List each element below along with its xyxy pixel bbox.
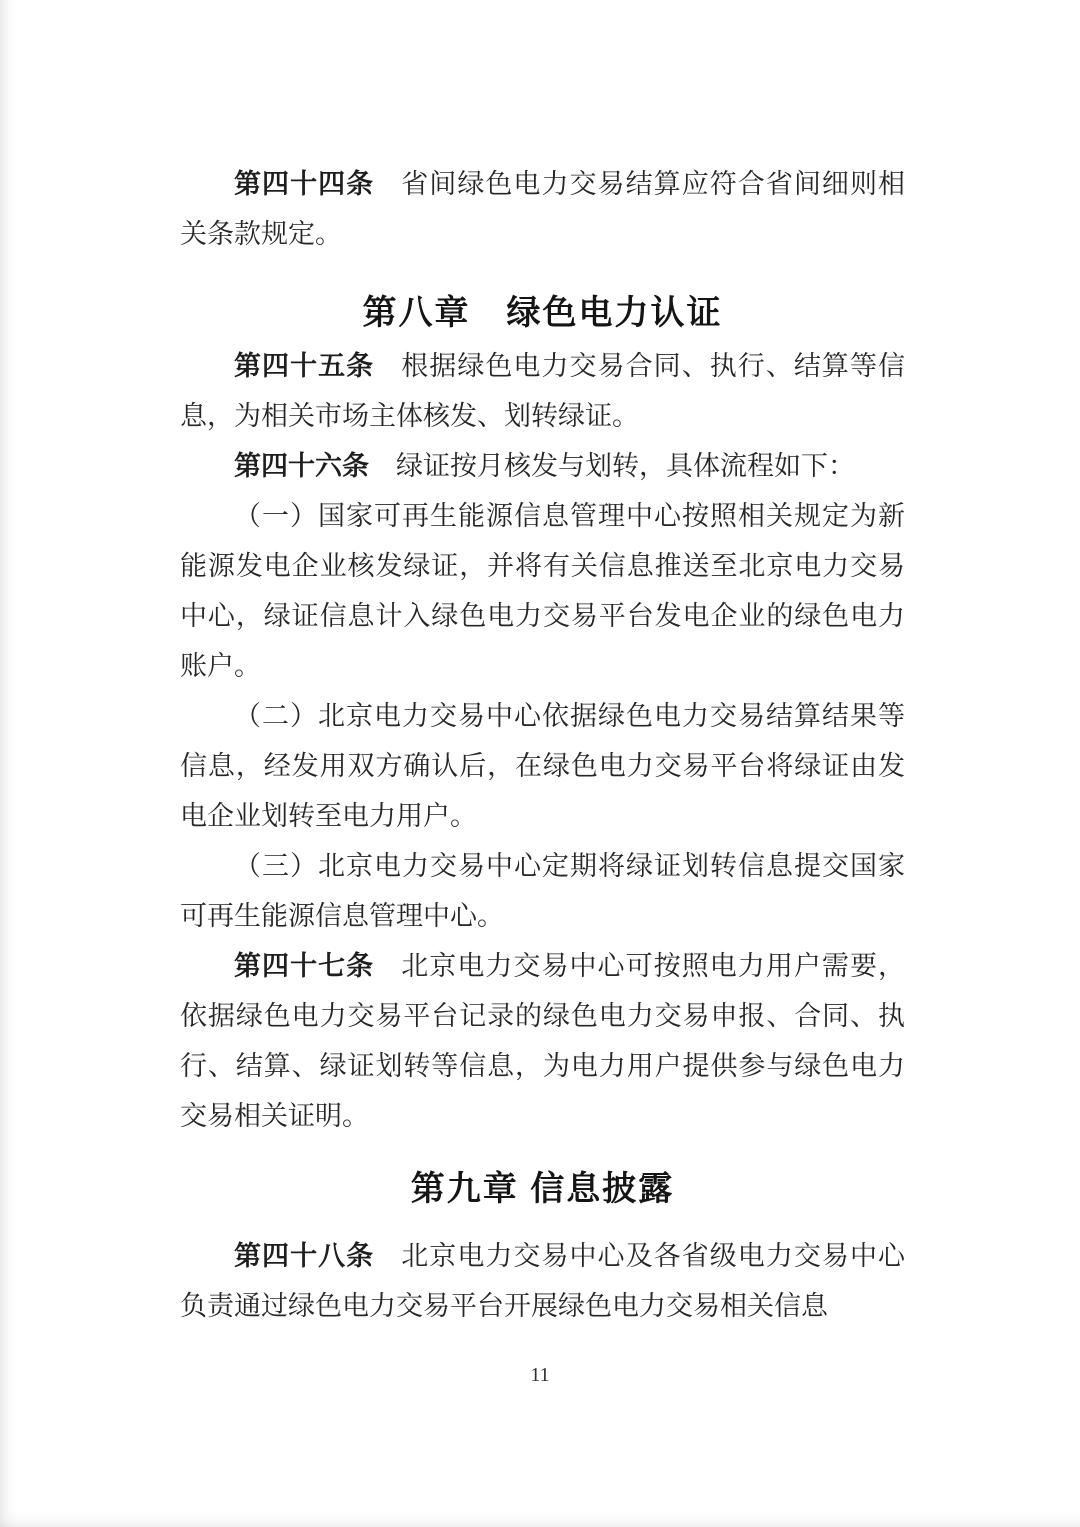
article-47-text: 北京电力交易中心可按照电力用户需要，依据绿色电力交易平台记录的绿色电力交易申报、合同、执行、结算、绿证划转等信息，为电力用户提供参与绿色电力交易相关证明。 bbox=[180, 951, 906, 1131]
article-48-paragraph bbox=[180, 1231, 905, 1331]
page-number: 11 bbox=[530, 1364, 550, 1386]
article-45-text: 根据绿色电力交易合同、执行、结算等信息，为相关市场主体核发、划转绿证。 bbox=[180, 351, 906, 431]
clause-3-paragraph: （三）北京电力交易中心定期将绿证划转信息提交国家可再生能源信息管理中心。 bbox=[180, 851, 905, 931]
chapter-8-heading: 第八章 绿色电力认证 bbox=[362, 294, 723, 332]
article-47-number: 第四十七条 bbox=[234, 951, 375, 981]
article-48-text: 北京电力交易中心及各省级电力交易中心负责通过绿色电力交易平台开展绿色电力交易相关信息 bbox=[180, 1241, 906, 1321]
article-44-number: 第四十四条 bbox=[234, 169, 375, 199]
article-45-paragraph bbox=[180, 341, 905, 441]
clause-2-paragraph: （二）北京电力交易中心依据绿色电力交易结算结果等信息，经发用双方确认后，在绿色电力交易平台将绿证由发电企业划转至电力用户。 bbox=[180, 701, 905, 831]
article-46-paragraph bbox=[180, 441, 905, 491]
article-48-number: 第四十八条 bbox=[234, 1241, 375, 1271]
article-44-paragraph bbox=[180, 159, 905, 259]
article-46-text: 绿证按月核发与划转，具体流程如下： bbox=[396, 451, 855, 481]
article-44-text: 省间绿色电力交易结算应符合省间细则相关条款规定。 bbox=[180, 169, 906, 249]
chapter-9-heading: 第九章 信息披露 bbox=[410, 1170, 675, 1208]
article-46-number: 第四十六条 bbox=[234, 451, 369, 481]
document-body bbox=[180, 159, 905, 1331]
clause-1-paragraph: （一）国家可再生能源信息管理中心按照相关规定为新能源发电企业核发绿证，并将有关信息推送至北京电力交易中心，绿证信息计入绿色电力交易平台发电企业的绿色电力账户。 bbox=[180, 501, 905, 681]
article-47-paragraph bbox=[180, 941, 905, 1141]
article-45-number: 第四十五条 bbox=[234, 351, 375, 381]
